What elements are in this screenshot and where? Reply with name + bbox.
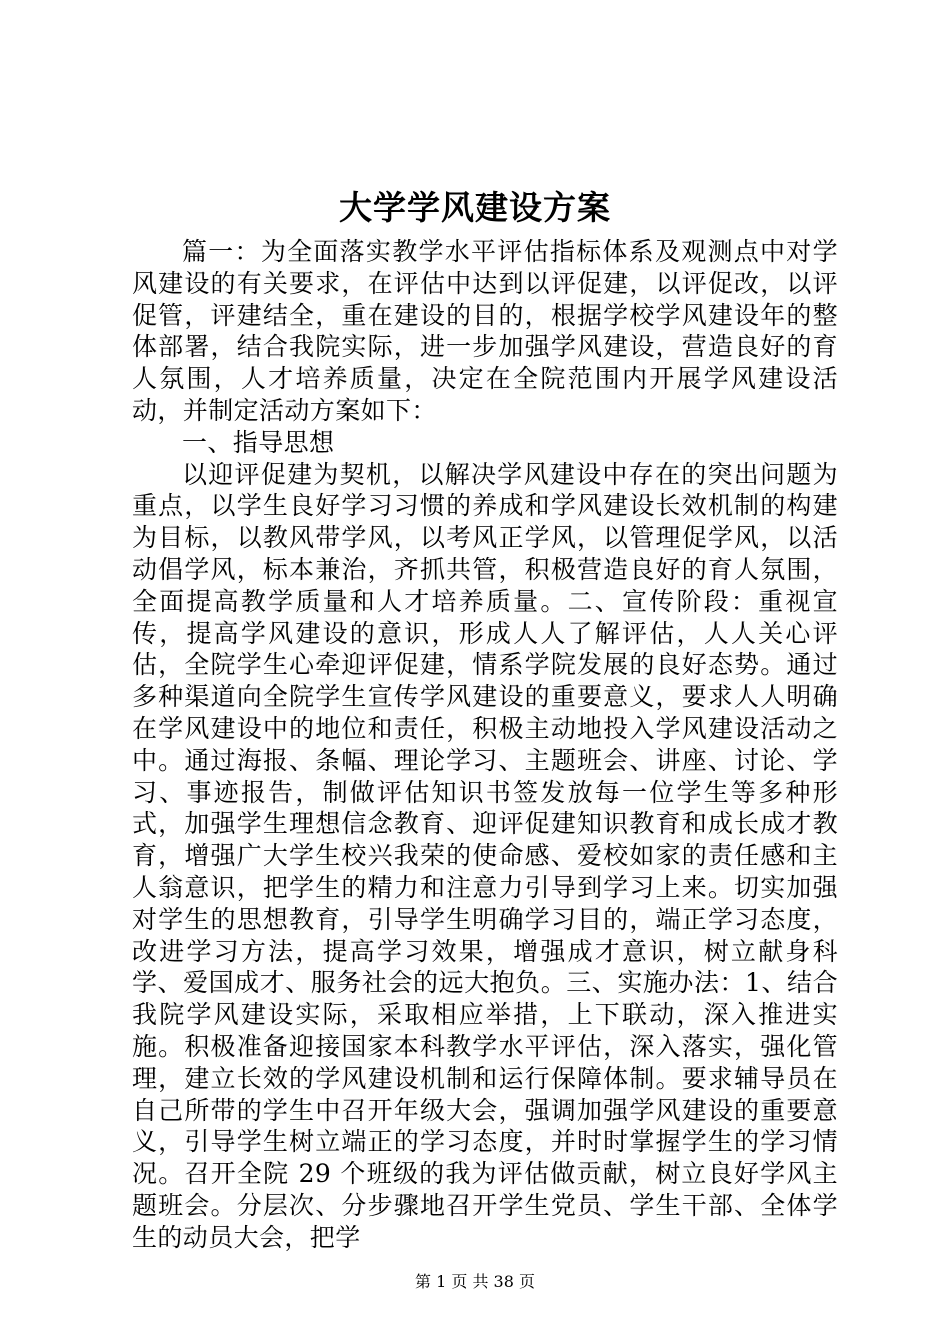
section-heading-guiding-ideology: 一、指导思想	[182, 427, 335, 457]
page-footer: 第 1 页 共 38 页	[415, 1272, 535, 1291]
document-title: 大学学风建设方案	[339, 188, 611, 227]
document-body	[132, 236, 838, 1254]
paragraph-main: 以迎评促建为契机，以解决学风建设中存在的突出问题为重点，以学生良好学习习惯的养成和学风建设长效机制的构建为目标，以教风带学风，以考风正学风，以管理促学风，以活动倡学风，标本兼治，齐抓共管，积极营造良好的育人氛围，全面提高教学质量和人才培养质量。二、宣传阶段：重视宣传，提高学风建设的意识，形成人人了解评估，人人关心评估，全院学生心牵迎评促建，情系学院发展的良好态势。通过多种渠道向全院学生宣传学风建设的重要意义，要求人人明确在学风建设中的地位和责任，积极主动地投入学风建设活动之中。通过海报、条幅、理论学习、主题班会、讲座、讨论、学习、事迹报告，制做评估知识书签发放每一位学生等多种形式，加强学生理想信念教育、迎评促建知识教育和成长成才教育，增强广大学生校兴我荣的使命感、爱校如家的责任感和主人翁意识，把学生的精力和注意力引导到学习上来。切实加强对学生的思想教育，引导学生明确学习目的，端正学习态度，改进学习方法，提高学习效果，增强成才意识，树立献身科学、爱国成才、服务社会的远大抱负。三、实施办法：1、结合我院学风建设实际，采取相应举措，上下联动，深入推进实施。积极准备迎接国家本科教学水平评估，深入落实，强化管理，建立长效的学风建设机制和运行保障体制。要求辅导员在自己所带的学生中召开年级大会，强调加强学风建设的重要意义，引导学生树立端正的学习态度，并时时掌握学生的学习情况。召开全院 29 个班级的我为评估做贡献，树立良好学风主题班会。分层次、分步骤地召开学生党员、学生干部、全体学生的动员大会，把学	[132, 459, 838, 1252]
paragraph-intro: 篇一：为全面落实教学水平评估指标体系及观测点中对学风建设的有关要求，在评估中达到以评促建，以评促改，以评促管，评建结全，重在建设的目的，根据学校学风建设年的整体部署，结合我院实际，进一步加强学风建设，营造良好的育人氛围，人才培养质量，决定在全院范围内开展学风建设活动，并制定活动方案如下：	[132, 237, 838, 425]
